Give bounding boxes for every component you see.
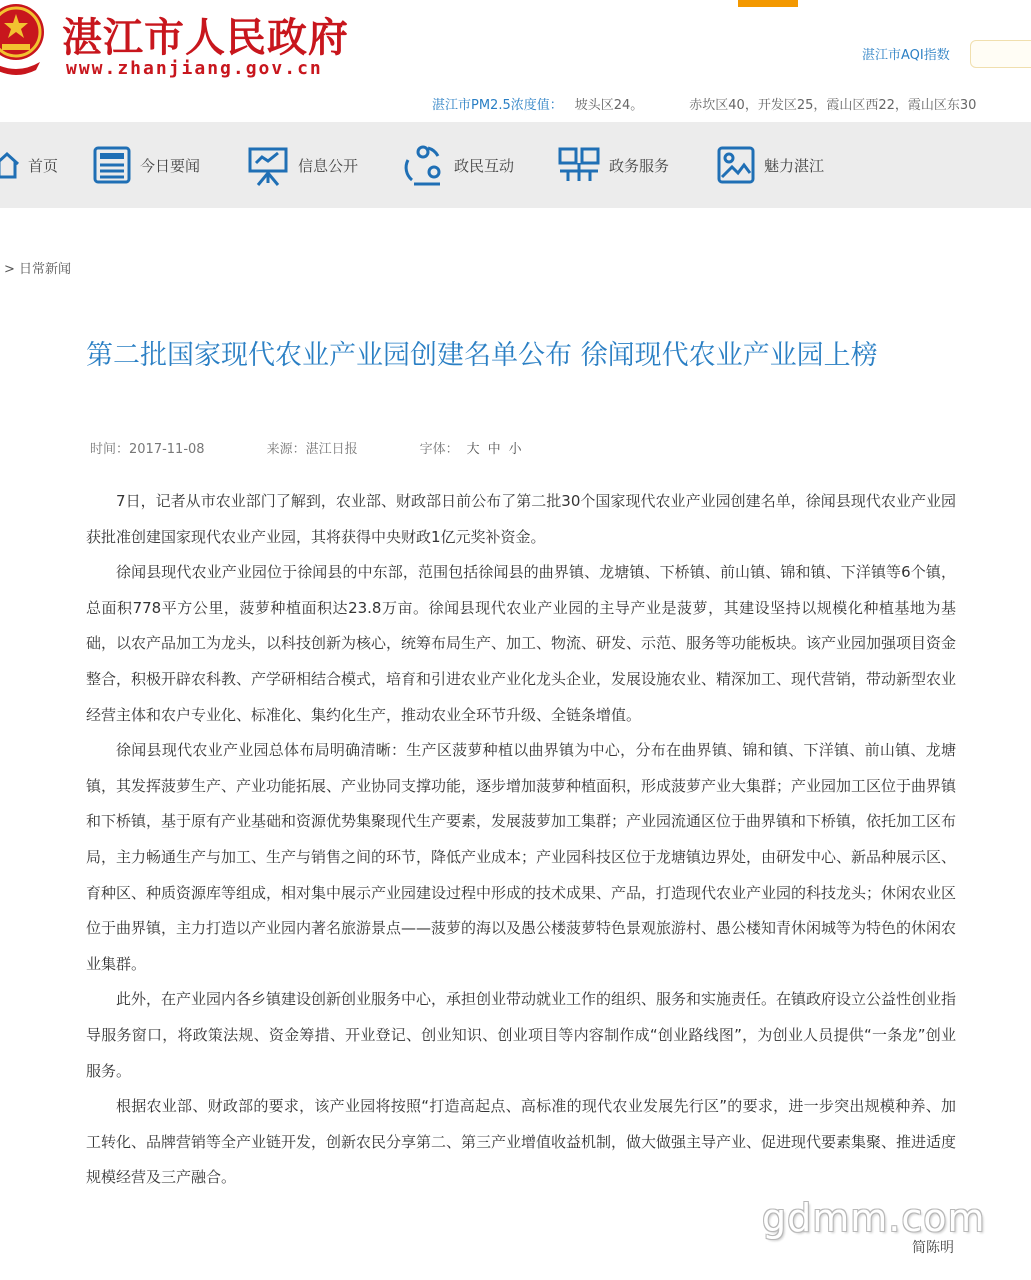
font-size-medium-button[interactable]: 中 [487,442,501,457]
article-title: 第二批国家现代农业产业园创建名单公布 徐闻现代农业产业园上榜 [86,340,878,371]
nav-item-interaction[interactable] [400,122,514,208]
site-url[interactable]: www.zhanjiang.gov.cn [66,58,323,79]
home-icon [0,150,20,180]
pm25-readout [432,94,976,113]
article-meta [90,438,522,457]
font-size-large-button[interactable]: 大 [466,442,480,457]
site-title[interactable]: 湛江市人民政府 [62,14,349,61]
main-nav [0,122,1031,208]
font-size-small-button[interactable]: 小 [508,442,522,457]
article-body [86,484,956,1196]
font-size-label: 字体： [419,442,459,457]
interaction-icon [400,142,446,188]
nav-item-today-news[interactable] [92,122,200,208]
top-accent-tab[interactable] [738,0,798,7]
nav-label: 信息公开 [298,156,359,175]
nav-label: 政务服务 [609,156,670,175]
nav-label: 今日要闻 [140,156,201,175]
article-source: 来源：湛江日报 [266,442,358,457]
article-paragraph: 徐闻县现代农业产业园位于徐闻县的中东部，范围包括徐闻县的曲界镇、龙塘镇、下桥镇、前山镇、锦和镇、下洋镇等6个镇，总面积778平方公里，菠萝种植面积达23.8万亩。徐闻县现代农业产业园的主导产业是菠萝，其建设坚持以规模化种植基地为基础，以农产品加工为龙头，以科技创新为核心，统筹布局生产、加工、物流、研发、示范、服务等功能板块。该产业园加强项目资金整合，积极开辟农科教、产学研相结合模式，培育和引进农业产业化龙头企业，发展设施农业、精深加工、现代营销，带动新型农业经营主体和农户专业化、标准化、集约化生产，推动农业全环节升级、全链条增值。 [86,563,957,724]
site-header [0,0,1031,120]
article-paragraph: 徐闻县现代农业产业园总体布局明确清晰：生产区菠萝种植以曲界镇为中心，分布在曲界镇、锦和镇、下洋镇、前山镇、龙塘镇，其发挥菠萝生产、产业功能拓展、产业协同支撑功能，逐步增加菠萝种植面积，形成菠萝产业大集群；产业园加工区位于曲界镇和下桥镇，基于原有产业基础和资源优势集聚现代生产要素，发展菠萝加工集群；产业园流通区位于曲界镇和下桥镇，依托加工区布局，主力畅通生产与加工、生产与销售之间的环节，降低产业成本；产业园科技区位于龙塘镇边界处，由研发中心、新品种展示区、育种区、种质资源库等组成，相对集中展示产业园建设过程中形成的技术成果、产品，打造现代农业产业园的科技龙头；休闲农业区位于曲界镇，主力打造以产业园内著名旅游景点——菠萝的海以及愚公楼菠萝特色景观旅游村、愚公楼知青休闲城等为特色的休闲农业集群。 [86,741,957,973]
nav-label: 首页 [28,156,59,175]
national-emblem-icon [0,0,48,80]
aqi-link[interactable]: 湛江市AQI指数 [862,48,950,63]
nav-label: 魅力湛江 [764,156,825,175]
article-paragraph: 此外，在产业园内各乡镇建设创新创业服务中心，承担创业带动就业工作的组织、服务和实施责任。在镇政府设立公益性创业指导服务窗口，将政策法规、资金筹措、开业登记、创业知识、创业项目等内容制作成“创业路线图”，为创业人员提供“一条龙”创业服务。 [86,990,957,1080]
article-paragraph: 根据农业部、财政部的要求，该产业园将按照“打造高起点、高标准的现代农业发展先行区”的要求，进一步突出规模种养、加工转化、品牌营销等全产业链开发，创新农民分享第二、第三产业增值收益机制，做大做强主导产业、促进现代要素集聚、推进适度规模经营及三产融合。 [86,1097,957,1187]
article-paragraph: 7日，记者从市农业部门了解到，农业部、财政部日前公布了第二批30个国家现代农业产业园创建名单，徐闻县现代农业产业园获批准创建国家现代农业产业园，其将获得中央财政1亿元奖补资金。 [86,492,956,546]
pm25-value-others: 赤坎区40，开发区25，霞山区西22，霞山区东30 [689,98,977,113]
breadcrumb-current[interactable]: 日常新闻 [19,262,72,277]
charm-icon [716,145,756,185]
info-open-icon [246,143,290,187]
news-icon [92,145,132,185]
nav-item-gov-service[interactable] [557,122,669,208]
breadcrumb [4,258,71,277]
aqi-widget[interactable] [970,40,1031,68]
article-editor: 简陈明 [912,1240,954,1256]
nav-label: 政民互动 [454,156,515,175]
nav-item-info-disclosure[interactable] [246,122,358,208]
service-icon [557,145,601,185]
breadcrumb-separator: > [4,262,15,277]
article-date: 时间：2017-11-08 [90,442,205,457]
pm25-label: 湛江市PM2.5浓度值： [432,98,563,113]
nav-item-home[interactable] [0,122,58,208]
nav-item-charm-zhanjiang[interactable] [716,122,824,208]
gdmm-watermark: gdmm.com [762,1196,986,1240]
pm25-value-potou: 坡头区24。 [574,98,644,113]
